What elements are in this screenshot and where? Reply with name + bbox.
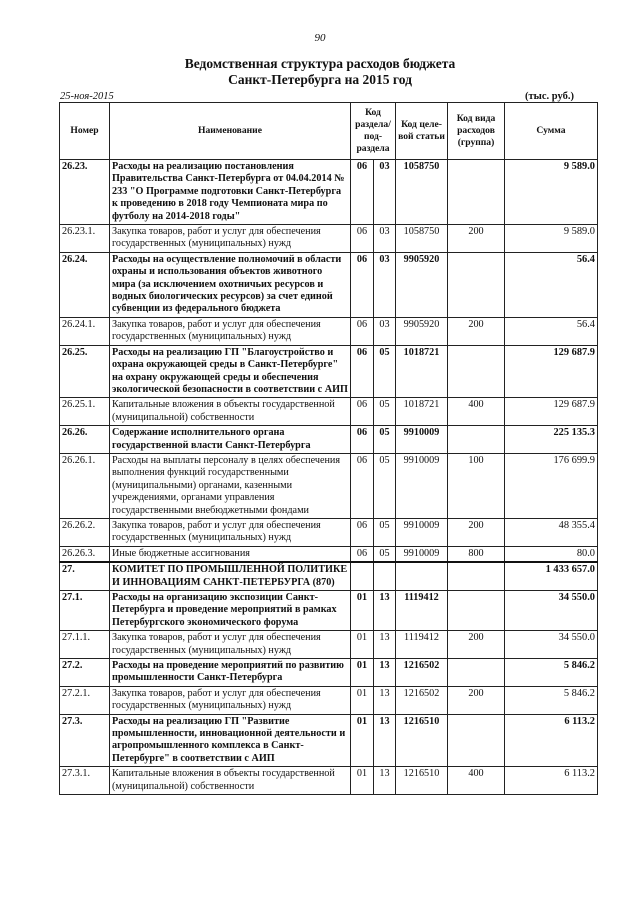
cell-name: Закупка товаров, работ и услуг для обеспечения государственных (муниципальных) нужд <box>110 686 351 714</box>
cell-target: 9905920 <box>396 252 448 317</box>
cell-number: 26.24. <box>60 252 110 317</box>
cell-section: 01 <box>351 631 374 659</box>
cell-sum: 9 589.0 <box>505 160 598 225</box>
cell-subsection: 05 <box>374 398 396 426</box>
cell-section: 01 <box>351 686 374 714</box>
cell-sum: 80.0 <box>505 546 598 562</box>
table-row <box>60 453 598 518</box>
cell-number: 27.1. <box>60 591 110 631</box>
cell-target: 1216502 <box>396 659 448 687</box>
cell-sum: 56.4 <box>505 317 598 345</box>
page-number: 90 <box>314 32 326 44</box>
cell-sum: 56.4 <box>505 252 598 317</box>
cell-kind <box>448 426 505 454</box>
cell-subsection: 05 <box>374 518 396 546</box>
cell-subsection: 03 <box>374 160 396 225</box>
cell-target: 1018721 <box>396 345 448 398</box>
cell-kind: 200 <box>448 631 505 659</box>
cell-number: 26.25.1. <box>60 398 110 426</box>
cell-kind: 800 <box>448 546 505 562</box>
cell-kind <box>448 345 505 398</box>
cell-sum: 34 550.0 <box>505 591 598 631</box>
cell-kind: 200 <box>448 686 505 714</box>
cell-section: 06 <box>351 252 374 317</box>
cell-name: Расходы на осуществление полномочий в области охраны и использования объектов животного мира (за исключением охотничьих ресурсов и водных биологических ресурсов) за счет единой субвенции из федерального бюджета <box>110 252 351 317</box>
cell-subsection: 13 <box>374 714 396 767</box>
cell-target: 9910009 <box>396 546 448 562</box>
table-row <box>60 659 598 687</box>
cell-name: Закупка товаров, работ и услуг для обеспечения государственных (муниципальных) нужд <box>110 317 351 345</box>
cell-sum: 176 699.9 <box>505 453 598 518</box>
cell-section: 06 <box>351 426 374 454</box>
cell-kind <box>448 591 505 631</box>
cell-target: 1058750 <box>396 225 448 253</box>
cell-kind <box>448 252 505 317</box>
cell-kind <box>448 714 505 767</box>
cell-kind: 200 <box>448 225 505 253</box>
cell-sum: 129 687.9 <box>505 398 598 426</box>
table-body <box>60 160 598 795</box>
cell-number: 26.23. <box>60 160 110 225</box>
cell-target: 1058750 <box>396 160 448 225</box>
cell-section <box>351 562 374 590</box>
cell-subsection <box>374 562 396 590</box>
cell-section: 06 <box>351 518 374 546</box>
cell-subsection: 03 <box>374 317 396 345</box>
cell-kind: 400 <box>448 398 505 426</box>
header-section: Код раздела/ под- раздела <box>351 103 396 160</box>
cell-number: 26.23.1. <box>60 225 110 253</box>
cell-kind: 200 <box>448 518 505 546</box>
cell-subsection: 13 <box>374 591 396 631</box>
table-row <box>60 426 598 454</box>
cell-subsection: 05 <box>374 453 396 518</box>
cell-sum: 5 846.2 <box>505 659 598 687</box>
cell-name: Капитальные вложения в объекты государственной (муниципальной) собственности <box>110 398 351 426</box>
cell-target: 1018721 <box>396 398 448 426</box>
cell-target: 9910009 <box>396 518 448 546</box>
cell-sum: 5 846.2 <box>505 686 598 714</box>
cell-section: 06 <box>351 398 374 426</box>
cell-name: КОМИТЕТ ПО ПРОМЫШЛЕННОЙ ПОЛИТИКЕ И ИННОВАЦИЯМ САНКТ-ПЕТЕРБУРГА (870) <box>110 562 351 590</box>
cell-subsection: 13 <box>374 767 396 795</box>
cell-section: 01 <box>351 767 374 795</box>
cell-subsection: 05 <box>374 426 396 454</box>
table-row <box>60 518 598 546</box>
header-sum: Сумма <box>505 103 598 160</box>
cell-section: 01 <box>351 591 374 631</box>
cell-subsection: 13 <box>374 686 396 714</box>
cell-section: 06 <box>351 317 374 345</box>
units-label: (тыс. руб.) <box>525 91 574 102</box>
cell-sum: 9 589.0 <box>505 225 598 253</box>
cell-kind: 200 <box>448 317 505 345</box>
table-header-row <box>60 103 598 160</box>
cell-number: 27.3.1. <box>60 767 110 795</box>
cell-target: 1216510 <box>396 714 448 767</box>
cell-sum: 129 687.9 <box>505 345 598 398</box>
table-row <box>60 225 598 253</box>
cell-target: 1216502 <box>396 686 448 714</box>
cell-kind <box>448 562 505 590</box>
cell-name: Капитальные вложения в объекты государственной (муниципальной) собственности <box>110 767 351 795</box>
cell-name: Расходы на организацию экспозиции Санкт-Петербурга и проведение мероприятий в рамках Петербургского экономического форума <box>110 591 351 631</box>
cell-name: Расходы на выплаты персоналу в целях обеспечения выполнения функций государственными (муниципальными) органами, казенными учреждениями, органами управления государственными внебюджетными фондами <box>110 453 351 518</box>
cell-section: 06 <box>351 453 374 518</box>
cell-section: 01 <box>351 659 374 687</box>
table-row <box>60 767 598 795</box>
header-number: Номер <box>60 103 110 160</box>
table-row <box>60 398 598 426</box>
cell-target: 1119412 <box>396 591 448 631</box>
table-row <box>60 252 598 317</box>
cell-name: Закупка товаров, работ и услуг для обеспечения государственных (муниципальных) нужд <box>110 225 351 253</box>
table-row <box>60 631 598 659</box>
cell-name: Содержание исполнительного органа государственной власти Санкт-Петербурга <box>110 426 351 454</box>
cell-name: Иные бюджетные ассигнования <box>110 546 351 562</box>
cell-name: Расходы на реализацию ГП "Благоустройство и охрана окружающей среды в Санкт-Петербурге" на охрану окружающей среды и обеспечения экологической безопасности в соответствии с АИП <box>110 345 351 398</box>
cell-name: Расходы на реализацию ГП "Развитие промышленности, инновационной деятельности и агропромышленного комплекса в Санкт-Петербурге" в соответствии с АИП <box>110 714 351 767</box>
cell-number: 26.26.3. <box>60 546 110 562</box>
cell-section: 06 <box>351 345 374 398</box>
cell-subsection: 03 <box>374 225 396 253</box>
cell-target: 9910009 <box>396 426 448 454</box>
title-line-2: Санкт-Петербурга на 2015 год <box>228 72 412 87</box>
cell-target: 9910009 <box>396 453 448 518</box>
cell-kind <box>448 160 505 225</box>
cell-section: 06 <box>351 160 374 225</box>
cell-sum: 6 113.2 <box>505 767 598 795</box>
cell-name: Расходы на проведение мероприятий по развитию промышленности Санкт-Петербурга <box>110 659 351 687</box>
cell-number: 27.1.1. <box>60 631 110 659</box>
cell-name: Закупка товаров, работ и услуг для обеспечения государственных (муниципальных) нужд <box>110 631 351 659</box>
cell-target: 9905920 <box>396 317 448 345</box>
table-row <box>60 714 598 767</box>
cell-subsection: 13 <box>374 659 396 687</box>
cell-subsection: 05 <box>374 546 396 562</box>
cell-number: 26.26. <box>60 426 110 454</box>
document-date: 25-ноя-2015 <box>60 91 114 102</box>
header-name: Наименование <box>110 103 351 160</box>
cell-section: 06 <box>351 225 374 253</box>
table-row <box>60 345 598 398</box>
cell-target: 1216510 <box>396 767 448 795</box>
cell-name: Расходы на реализацию постановления Правительства Санкт-Петербурга от 04.04.2014 № 233 "О Программе подготовки Санкт-Петербурга к проведению в 2018 году Чемпионата мира по футболу на 2014-2018 годы" <box>110 160 351 225</box>
document-title <box>0 56 640 88</box>
cell-kind: 400 <box>448 767 505 795</box>
title-line-1: Ведомственная структура расходов бюджета <box>184 56 456 71</box>
cell-number: 27. <box>60 562 110 590</box>
header-target: Код целе- вой статьи <box>396 103 448 160</box>
table-row <box>60 686 598 714</box>
cell-number: 26.24.1. <box>60 317 110 345</box>
table-row <box>60 160 598 225</box>
cell-name: Закупка товаров, работ и услуг для обеспечения государственных (муниципальных) нужд <box>110 518 351 546</box>
cell-subsection: 13 <box>374 631 396 659</box>
cell-subsection: 05 <box>374 345 396 398</box>
cell-target: 1119412 <box>396 631 448 659</box>
cell-sum: 225 135.3 <box>505 426 598 454</box>
cell-subsection: 03 <box>374 252 396 317</box>
budget-table <box>59 102 598 795</box>
cell-sum: 1 433 657.0 <box>505 562 598 590</box>
cell-number: 26.26.1. <box>60 453 110 518</box>
table-row <box>60 546 598 562</box>
cell-number: 26.25. <box>60 345 110 398</box>
table-row <box>60 562 598 590</box>
table-row <box>60 591 598 631</box>
cell-section: 06 <box>351 546 374 562</box>
cell-number: 26.26.2. <box>60 518 110 546</box>
cell-kind <box>448 659 505 687</box>
cell-section: 01 <box>351 714 374 767</box>
cell-sum: 48 355.4 <box>505 518 598 546</box>
cell-target <box>396 562 448 590</box>
header-kind: Код вида расходов (группа) <box>448 103 505 160</box>
cell-number: 27.2. <box>60 659 110 687</box>
cell-number: 27.3. <box>60 714 110 767</box>
cell-number: 27.2.1. <box>60 686 110 714</box>
cell-kind: 100 <box>448 453 505 518</box>
cell-sum: 6 113.2 <box>505 714 598 767</box>
table-row <box>60 317 598 345</box>
cell-sum: 34 550.0 <box>505 631 598 659</box>
